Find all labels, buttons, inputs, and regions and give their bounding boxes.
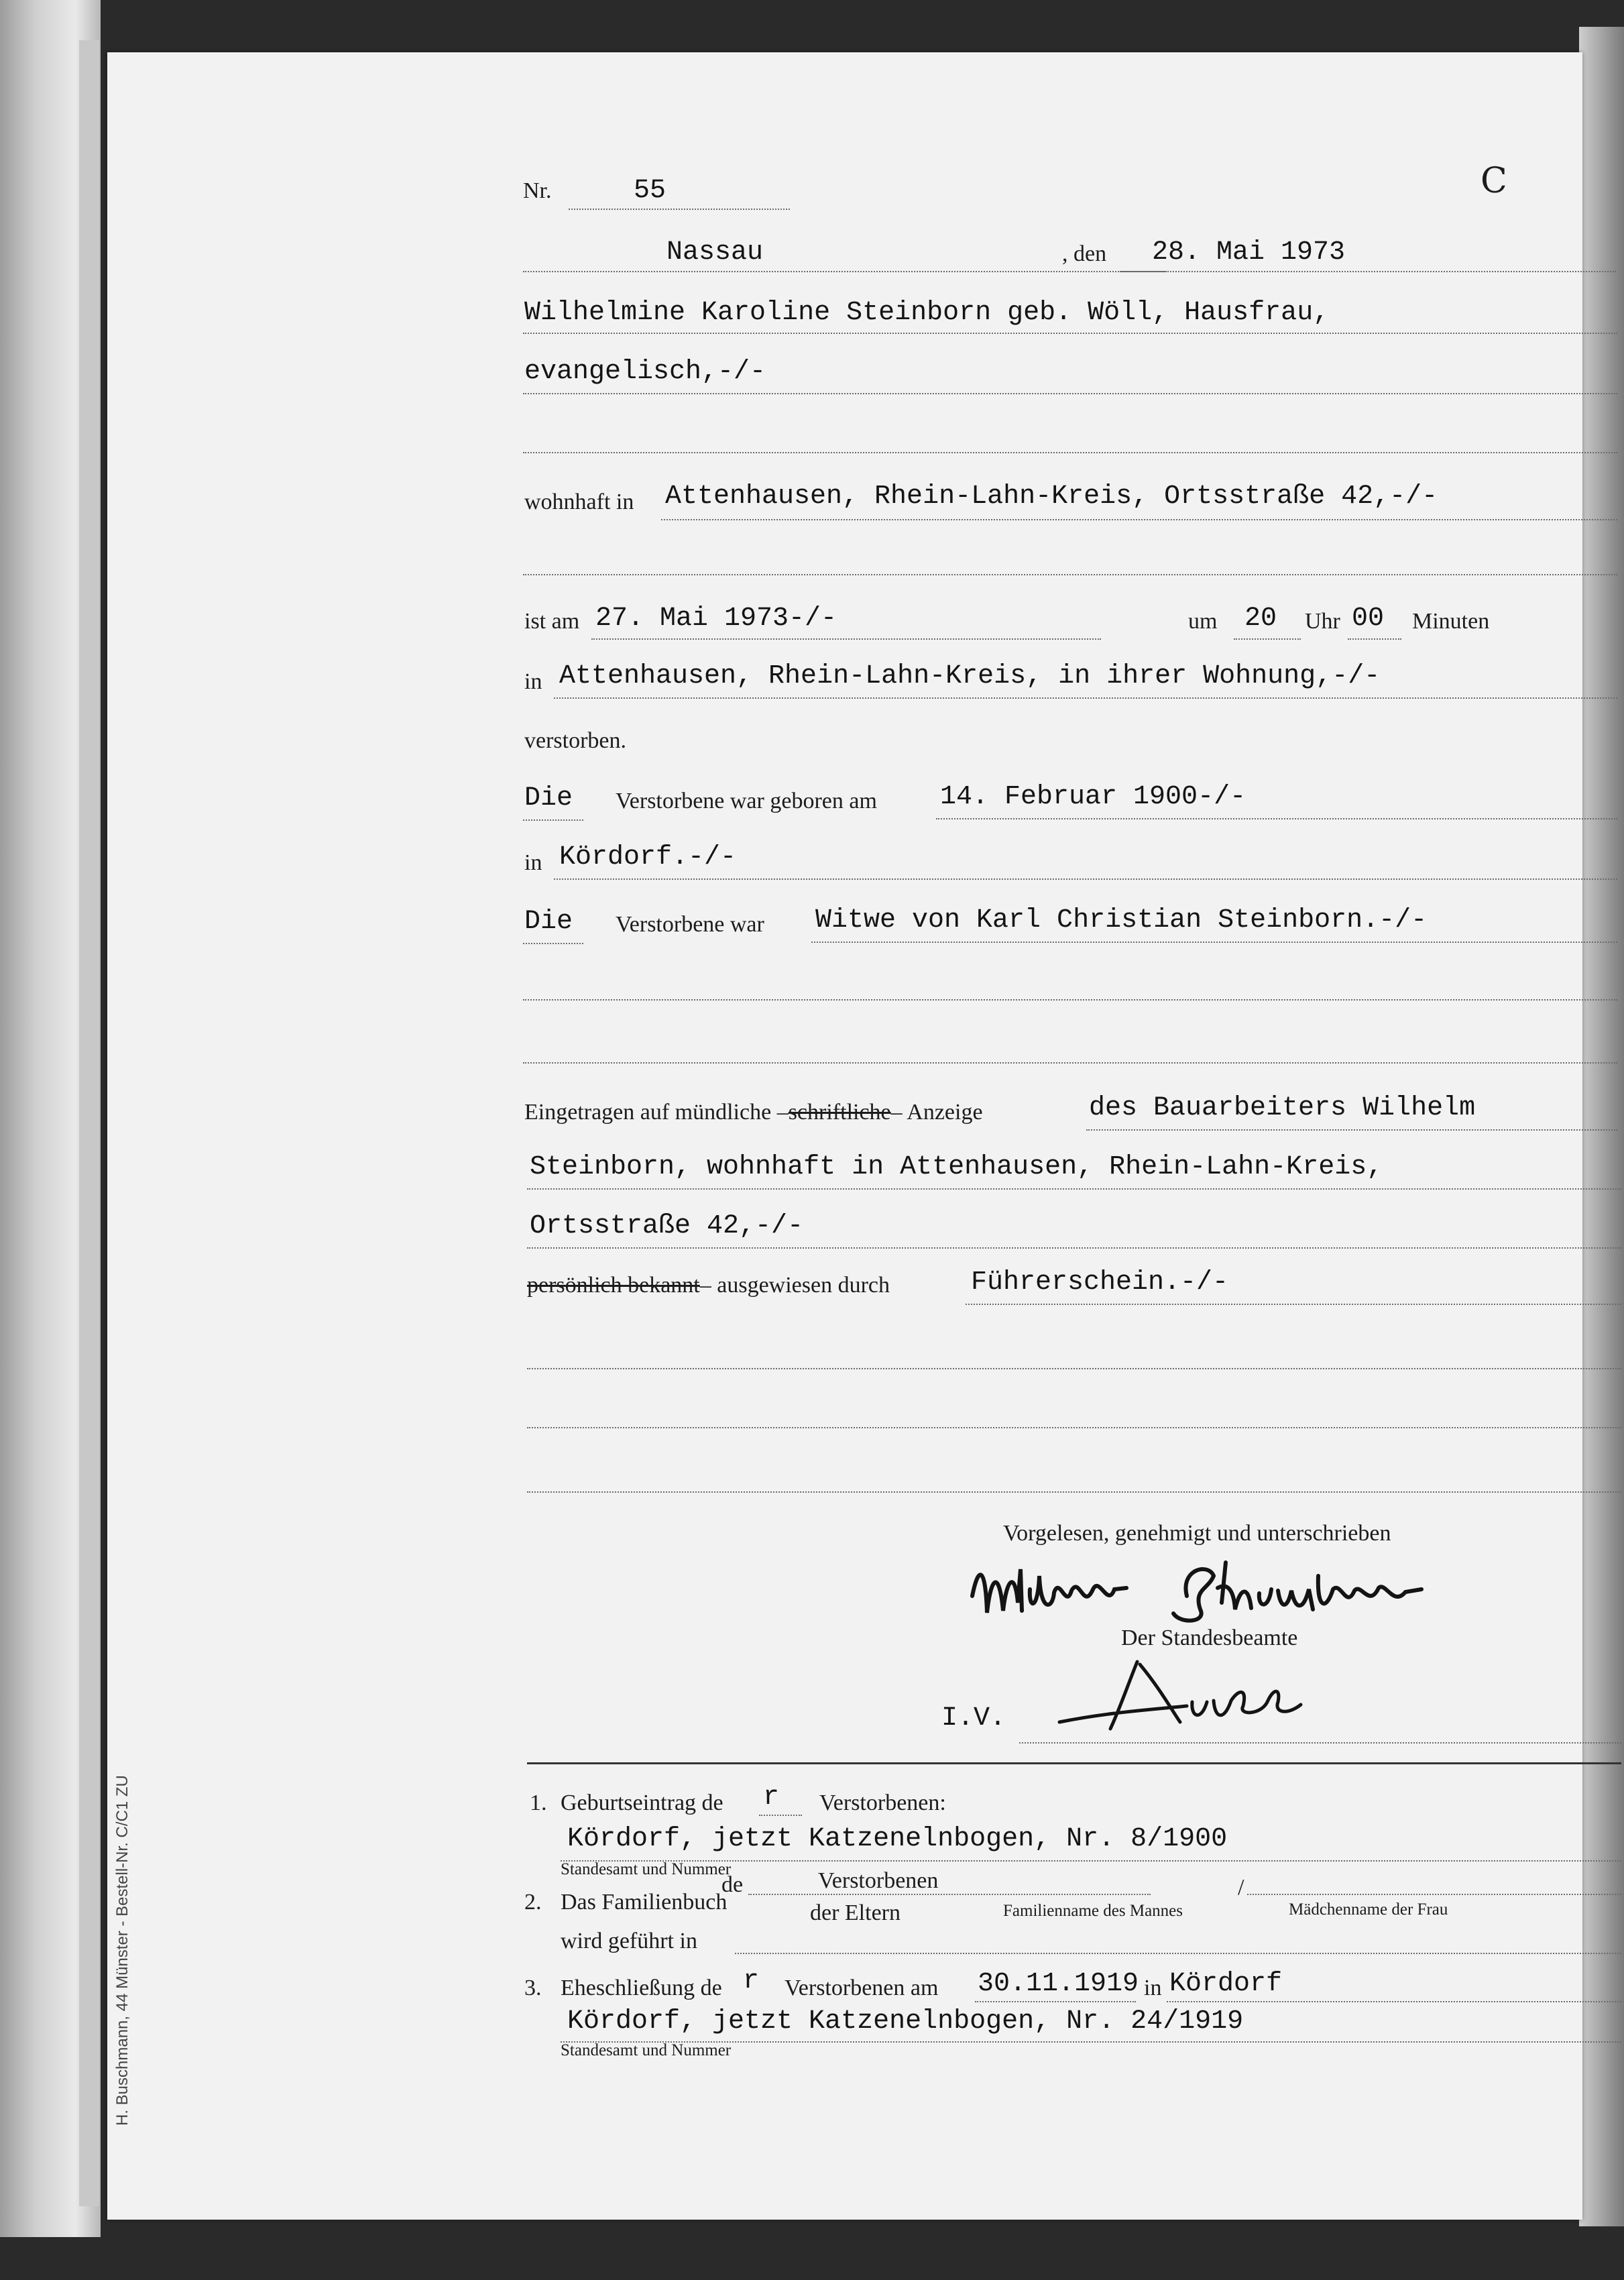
note-3-label: Eheschließung de	[561, 1976, 722, 2000]
standesbeamte-label: Der Standesbeamte	[1121, 1626, 1298, 1650]
note-3-suffix: r	[743, 1966, 760, 1996]
note-2-slash: /	[1238, 1875, 1244, 1900]
ist-am-label: ist am	[524, 609, 580, 634]
standesamt-label-3: Standesamt und Nummer	[561, 2041, 732, 2059]
note-1-label2: Verstorbenen:	[819, 1790, 946, 1815]
verstorbene-war-label: Verstorbene war	[616, 912, 764, 937]
struck-schriftliche: schriftliche	[788, 1100, 891, 1125]
note-2-verstorbenen: Verstorbenen	[818, 1868, 939, 1893]
uhr-label: Uhr	[1305, 609, 1340, 634]
marriage-registry-entry: Kördorf, jetzt Katzenelnbogen, Nr. 24/1919	[567, 2006, 1244, 2037]
note-2-de: de	[721, 1872, 744, 1897]
residence: Attenhausen, Rhein-Lahn-Kreis, Ortsstraße 42,-/-	[665, 481, 1438, 512]
marriage-date: 30.11.1919	[978, 1969, 1139, 1999]
minuten-label: Minuten	[1412, 609, 1490, 634]
vorgelesen-label: Vorgelesen, genehmigt und unterschrieben	[1003, 1521, 1391, 1546]
ausgewiesen-label: persönlich bekannt– ausgewiesen durch	[527, 1273, 890, 1298]
die-article-1: Die	[524, 783, 573, 813]
death-minutes: 00	[1352, 604, 1385, 634]
informant-line-1: des Bauarbeiters Wilhelm	[1089, 1093, 1476, 1123]
verstorben-label: verstorben.	[524, 728, 627, 753]
struck-persoenlich-bekannt: persönlich bekannt	[527, 1273, 700, 1298]
note-3-in: in	[1144, 1976, 1162, 2000]
standesamt-label-1: Standesamt und Nummer	[561, 1860, 732, 1878]
note-2-number: 2.	[524, 1890, 542, 1915]
note-2-label: Das Familienbuch	[561, 1890, 728, 1915]
deceased-name: Wilhelmine Karoline Steinborn geb. Wöll, Hausfrau,	[524, 298, 1330, 328]
note-3-number: 3.	[524, 1976, 542, 2000]
registration-date: 28. Mai 1973	[1152, 237, 1346, 268]
marriage-place: Kördorf	[1169, 1969, 1283, 1999]
in-label: in	[524, 669, 542, 694]
note-1-label: Geburtseintrag de	[561, 1790, 723, 1815]
geboren-label: Verstorbene war geboren am	[616, 789, 877, 813]
note-1-suffix: r	[763, 1782, 780, 1813]
birth-date: 14. Februar 1900-/-	[940, 782, 1246, 812]
nr-value: 55	[634, 176, 666, 206]
death-hour: 20	[1244, 604, 1277, 634]
note-2-gefuehrt-label: wird geführt in	[561, 1929, 697, 1953]
marital-status: Witwe von Karl Christian Steinborn.-/-	[815, 905, 1428, 935]
place: Nassau	[666, 237, 764, 268]
in-label-2: in	[524, 850, 542, 875]
left-page-fold	[79, 40, 99, 2206]
um-label: um	[1188, 609, 1218, 634]
printer-imprint: H. Buschmann, 44 Münster - Bestell-Nr. C/C1 ZU	[113, 1775, 131, 2126]
death-place: Attenhausen, Rhein-Lahn-Kreis, in ihrer Wohnung,-/-	[559, 661, 1381, 691]
register-page	[107, 52, 1582, 2220]
eingetragen-label: Eingetragen auf mündliche –schriftliche– Anzeige	[524, 1100, 983, 1125]
registrar-signature	[1046, 1648, 1328, 1749]
birth-registry-entry: Kördorf, jetzt Katzenelnbogen, Nr. 8/1900	[567, 1824, 1228, 1854]
informant-line-3: Ortsstraße 42,-/-	[530, 1211, 804, 1241]
death-date: 27. Mai 1973-/-	[595, 604, 837, 634]
note-2-frau-label: Mädchenname der Frau	[1289, 1900, 1448, 1919]
note-3-label2: Verstorbenen am	[785, 1976, 939, 2000]
birth-place: Kördorf.-/-	[559, 842, 737, 872]
note-2-eltern: der Eltern	[810, 1900, 901, 1925]
die-article-2: Die	[524, 907, 573, 937]
den-label: , den	[1062, 241, 1107, 266]
id-document: Führerschein.-/-	[971, 1267, 1229, 1298]
note-1-number: 1.	[530, 1790, 547, 1815]
corner-letter: C	[1481, 161, 1507, 201]
deceased-religion: evangelisch,-/-	[524, 357, 766, 387]
wohnhaft-label: wohnhaft in	[524, 490, 634, 514]
right-book-cover-edge	[1579, 27, 1624, 2226]
nr-label: Nr.	[523, 178, 552, 203]
informant-line-2: Steinborn, wohnhaft in Attenhausen, Rhein-Lahn-Kreis,	[530, 1152, 1383, 1182]
iv-label: I.V.	[941, 1703, 1006, 1733]
note-2-mann-label: Familienname des Mannes	[1003, 1902, 1183, 1920]
